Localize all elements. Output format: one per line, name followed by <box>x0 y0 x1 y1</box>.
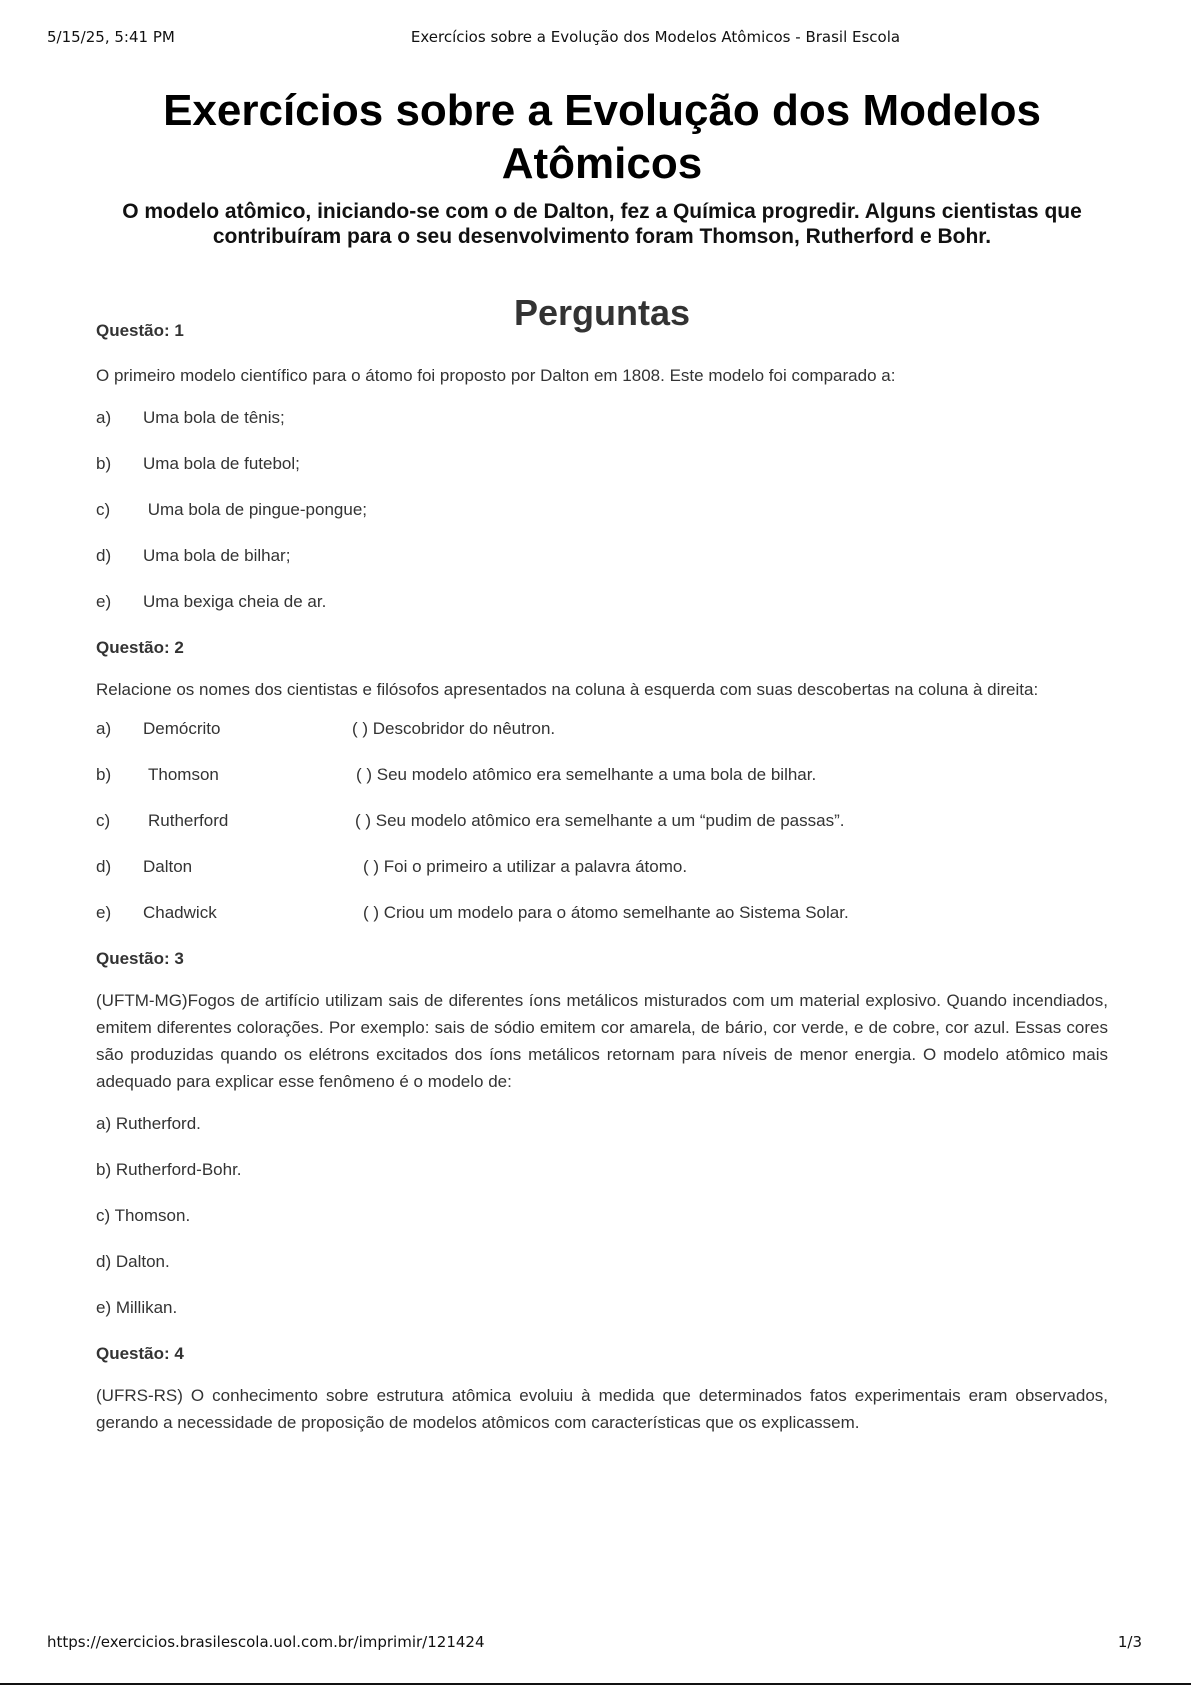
page-content <box>96 84 1108 1448</box>
option <box>96 546 1108 566</box>
match-row <box>96 811 1108 831</box>
option: b) Rutherford-Bohr. <box>96 1160 242 1179</box>
section-title: Perguntas <box>513 292 691 333</box>
option <box>96 408 1108 428</box>
match-name: Chadwick <box>143 903 217 922</box>
question-text: O primeiro modelo científico para o átomo foi proposto por Dalton em 1808. Este modelo foi comparado a: <box>96 366 896 385</box>
option: e) Millikan. <box>96 1298 178 1317</box>
option: c) Thomson. <box>96 1206 191 1225</box>
question-label: Questão: 4 <box>96 1344 184 1363</box>
print-header <box>0 28 1191 50</box>
question-2 <box>96 638 1108 923</box>
question-4 <box>96 1344 1108 1436</box>
match-name: Dalton <box>143 857 193 876</box>
option-letter: a) <box>96 408 112 427</box>
match-letter: e) <box>96 903 112 922</box>
option-letter: d) <box>96 546 112 565</box>
print-date: 5/15/25, 5:41 PM <box>47 28 175 46</box>
match-name: Rutherford <box>148 811 229 830</box>
match-description: ( ) Criou um modelo para o átomo semelhante ao Sistema Solar. <box>363 903 849 922</box>
option-text: Uma bola de tênis; <box>143 408 285 427</box>
question-label: Questão: 2 <box>96 638 184 657</box>
question-text: (UFTM-MG)Fogos de artifício utilizam sais de diferentes íons metálicos misturados com um material explosivo. Quando incendiados, emitem diferentes colorações. Por exemplo: sais de sódio emitem cor amarela, de bário, cor verde, e de cobre, cor azul. Essas cores são produzidas quando os elétrons excitados dos íons metálicos retornam para níveis de menor energia. O modelo atômico mais adequado para explicar esse fenômeno é o modelo de: <box>96 991 1108 1091</box>
option: a) Rutherford. <box>96 1114 201 1133</box>
match-description: ( ) Seu modelo atômico era semelhante a um “pudim de passas”. <box>355 811 845 830</box>
match-name: Thomson <box>148 765 219 784</box>
page-title: Exercícios sobre a Evolução dos Modelos Atômicos <box>163 86 1041 188</box>
question-text: Relacione os nomes dos cientistas e filósofos apresentados na coluna à esquerda com suas descobertas na coluna à direita: <box>96 680 1039 699</box>
match-letter: b) <box>96 765 112 784</box>
option <box>96 592 1108 612</box>
option-letter: c) <box>96 500 111 519</box>
match-description: ( ) Seu modelo atômico era semelhante a uma bola de bilhar. <box>356 765 817 784</box>
match-description: ( ) Descobridor do nêutron. <box>352 719 556 738</box>
match-row <box>96 719 1108 739</box>
match-letter: d) <box>96 857 112 876</box>
option-letter: b) <box>96 454 112 473</box>
option-text: Uma bexiga cheia de ar. <box>143 592 327 611</box>
question-3 <box>96 949 1108 1318</box>
match-description: ( ) Foi o primeiro a utilizar a palavra átomo. <box>363 857 688 876</box>
option: d) Dalton. <box>96 1252 170 1271</box>
page-number: 1/3 <box>1117 1633 1142 1651</box>
page-subtitle: O modelo atômico, iniciando-se com o de Dalton, fez a Química progredir. Alguns cientistas que contribuíram para o seu desenvolvimento foram Thomson, Rutherford e Bohr. <box>122 200 1082 248</box>
option <box>96 500 1108 520</box>
option-text: Uma bola de futebol; <box>143 454 300 473</box>
option-text: Uma bola de bilhar; <box>143 546 291 565</box>
match-row <box>96 903 1108 923</box>
match-row <box>96 857 1108 877</box>
question-text: (UFRS-RS) O conhecimento sobre estrutura atômica evoluiu à medida que determinados fatos experimentais eram observados, gerando a necessidade de proposição de modelos atômicos com características que os explicassem. <box>96 1386 1108 1432</box>
option <box>96 454 1108 474</box>
match-letter: a) <box>96 719 112 738</box>
question-label: Questão: 1 <box>96 321 184 340</box>
option-letter: e) <box>96 592 112 611</box>
question-label: Questão: 3 <box>96 949 184 968</box>
option-text: Uma bola de pingue-pongue; <box>143 500 367 519</box>
print-document-title: Exercícios sobre a Evolução dos Modelos Atômicos - Brasil Escola <box>410 28 901 46</box>
question-1 <box>96 321 1108 612</box>
match-row <box>96 765 1108 785</box>
match-name: Demócrito <box>143 719 221 738</box>
match-letter: c) <box>96 811 111 830</box>
print-url: https://exercicios.brasilescola.uol.com.br/imprimir/121424 <box>47 1633 485 1651</box>
